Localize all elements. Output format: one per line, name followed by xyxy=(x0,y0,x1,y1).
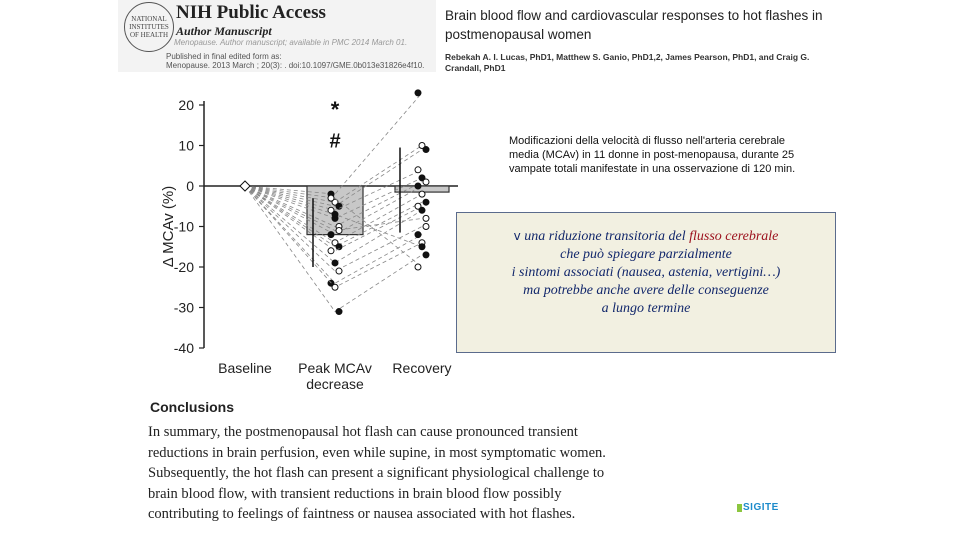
sigite-logo-mark xyxy=(737,504,742,512)
figure-caption: Modificazioni della velocità di flusso nell'arteria cerebrale media (MCAv) in 11 donne in post-menopausa, durante 25 vampate totali manifestate in una osservazione di 120 min. xyxy=(509,135,796,175)
published-line-1: Published in final edited form as: xyxy=(166,52,282,61)
callout-highlight: flusso cerebrale xyxy=(689,229,779,244)
significance-hash: # xyxy=(329,130,341,153)
callout-line-1a: una riduzione transitoria del xyxy=(524,229,690,244)
peak-point xyxy=(336,309,342,315)
recovery-point xyxy=(423,147,429,153)
recovery-point xyxy=(415,232,421,238)
callout-line-5: a lungo termine xyxy=(601,301,691,316)
peak-point xyxy=(328,232,334,238)
callout-line-4: ma potrebbe anche avere delle conseguenze xyxy=(523,283,769,298)
recovery-point xyxy=(423,199,429,205)
y-tick-label: 10 xyxy=(178,137,194,154)
bullet-icon: v xyxy=(513,229,521,243)
peak-point xyxy=(336,228,342,234)
y-axis-label: Δ MCAv (%) xyxy=(160,185,177,268)
recovery-point xyxy=(415,264,421,270)
recovery-point xyxy=(423,179,429,185)
recovery-point xyxy=(423,215,429,221)
recovery-point xyxy=(415,90,421,96)
peak-point xyxy=(336,203,342,209)
y-tick-label: -20 xyxy=(173,259,194,275)
recovery-point xyxy=(419,207,425,213)
recovery-point xyxy=(419,191,425,197)
nih-title: NIH Public Access xyxy=(176,2,326,23)
callout-line-1 xyxy=(457,227,835,246)
conclusions-body: In summary, the postmenopausal hot flash can cause pronounced transient reductions in brain perfusion, even while supine, in most symptomatic women. Subsequently, the hot flash can present a significant physiological challenge to brain blood flow, with transient reductions in brain blood flow possibly contributing to feelings of faintness or nausea associated with hot flashes. xyxy=(148,424,606,523)
peak-point xyxy=(328,195,334,201)
y-tick-label: 0 xyxy=(186,178,194,194)
x-tick-label: decrease xyxy=(306,376,364,390)
nih-published xyxy=(166,52,424,70)
recovery-point xyxy=(415,183,421,189)
x-tick-label: Recovery xyxy=(392,360,452,376)
paper-title: Brain blood flow and cardiovascular responses to hot flashes in postmenopausal women xyxy=(445,8,823,42)
paper-authors: Rebekah A. I. Lucas, PhD1, Matthew S. Ganio, PhD1,2, James Pearson, PhD1, and Craig G. Crandall, PhD1 xyxy=(445,52,810,73)
conclusions-heading: Conclusions xyxy=(150,399,235,415)
peak-point xyxy=(332,260,338,266)
x-tick-label: Peak MCAv xyxy=(298,360,372,376)
peak-point xyxy=(328,248,334,254)
nih-seal-logo: NATIONAL INSTITUTES OF HEALTH xyxy=(124,2,174,52)
published-line-2: Menopause. 2013 March ; 20(3): . doi:10.1097/GME.0b013e31826e4f10. xyxy=(166,61,425,70)
peak-point xyxy=(332,211,338,217)
significance-star: * xyxy=(330,97,340,123)
y-tick-label: 20 xyxy=(178,97,194,113)
recovery-point xyxy=(419,244,425,250)
peak-point xyxy=(332,284,338,290)
y-tick-label: -10 xyxy=(173,218,194,235)
nih-availability: Menopause. Author manuscript; available in PMC 2014 March 01. xyxy=(174,38,408,47)
x-tick-label: Baseline xyxy=(218,360,272,376)
recovery-point xyxy=(415,167,421,173)
callout-line-2: che può spiegare parzialmente xyxy=(560,247,732,262)
mcav-chart xyxy=(160,85,460,390)
nih-subtitle: Author Manuscript xyxy=(176,24,272,38)
y-tick-label: -40 xyxy=(173,340,194,356)
peak-point xyxy=(336,268,342,274)
nih-header xyxy=(118,0,436,72)
recovery-point xyxy=(423,252,429,258)
sigite-logo: SIGITE xyxy=(743,502,779,513)
baseline-marker xyxy=(240,181,250,191)
recovery-point xyxy=(423,224,429,230)
callout-line-3: i sintomi associati (nausea, astenia, vertigini…) xyxy=(511,265,781,280)
callout-box xyxy=(456,212,836,353)
y-tick-label: -30 xyxy=(173,299,194,316)
